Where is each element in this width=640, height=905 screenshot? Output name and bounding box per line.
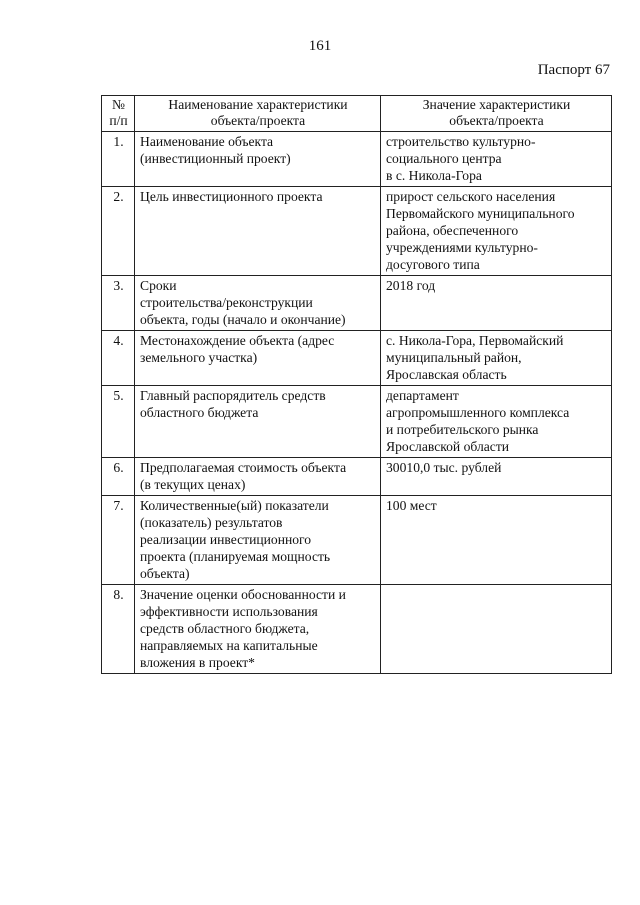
row-name-cell <box>135 132 381 187</box>
row-number: 2. <box>113 189 124 204</box>
row-value: строительство культурно- социального центра в с. Никола-Гора <box>386 134 536 183</box>
row-name-cell <box>135 187 381 276</box>
header-characteristic-name-text: Наименование характеристики объекта/проекта <box>168 97 348 128</box>
row-number: 3. <box>113 278 124 293</box>
row-name-cell <box>135 458 381 496</box>
row-number: 1. <box>113 134 124 149</box>
row-name: Наименование объекта (инвестиционный проект) <box>140 134 291 166</box>
row-value-cell <box>381 331 612 386</box>
row-value-cell <box>381 585 612 674</box>
header-number-text: № п/п <box>109 97 128 128</box>
row-name-cell <box>135 585 381 674</box>
table-row <box>102 496 612 585</box>
header-characteristic-value <box>381 96 612 132</box>
row-value-cell <box>381 496 612 585</box>
row-name: Значение оценки обоснованности и эффективности использования средств областного бюджета, направляемых на капитальные вложения в проект* <box>140 587 346 670</box>
row-number-cell <box>102 331 135 386</box>
row-value-cell <box>381 187 612 276</box>
row-name-cell <box>135 386 381 458</box>
row-number-cell <box>102 187 135 276</box>
row-number: 7. <box>113 498 124 513</box>
row-number-cell <box>102 585 135 674</box>
header-characteristic-value-text: Значение характеристики объекта/проекта <box>422 97 571 128</box>
table-row <box>102 458 612 496</box>
row-number-cell <box>102 386 135 458</box>
row-number-cell <box>102 132 135 187</box>
table-row <box>102 585 612 674</box>
table-row <box>102 386 612 458</box>
row-number: 6. <box>113 460 124 475</box>
header-number <box>102 96 135 132</box>
header-characteristic-name <box>135 96 381 132</box>
row-value: 30010,0 тыс. рублей <box>386 460 502 475</box>
row-name-cell <box>135 276 381 331</box>
row-name-cell <box>135 496 381 585</box>
table-header-row <box>102 96 612 132</box>
table-row <box>102 132 612 187</box>
page-number: 161 <box>308 38 332 54</box>
passport-table <box>101 95 612 674</box>
table-row <box>102 276 612 331</box>
row-name: Количественные(ый) показатели (показатель) результатов реализации инвестиционного проекта (планируемая мощность объекта) <box>140 498 331 581</box>
row-number-cell <box>102 458 135 496</box>
row-name: Главный распорядитель средств областного бюджета <box>140 388 326 420</box>
row-value-cell <box>381 276 612 331</box>
row-value-cell <box>381 386 612 458</box>
row-number: 5. <box>113 388 124 403</box>
row-name: Цель инвестиционного проекта <box>140 189 323 204</box>
row-value: 2018 год <box>386 278 436 293</box>
row-name: Сроки строительства/реконструкции объекта, годы (начало и окончание) <box>140 278 346 327</box>
row-value: с. Никола-Гора, Первомайский муниципальный район, Ярославская область <box>386 333 564 382</box>
row-value-cell <box>381 132 612 187</box>
row-number-cell <box>102 496 135 585</box>
row-value-cell <box>381 458 612 496</box>
row-name-cell <box>135 331 381 386</box>
row-name: Предполагаемая стоимость объекта (в текущих ценах) <box>140 460 347 492</box>
table-row <box>102 187 612 276</box>
row-value: 100 мест <box>386 498 437 513</box>
table-row <box>102 331 612 386</box>
row-name: Местонахождение объекта (адрес земельного участка) <box>140 333 335 365</box>
row-number: 8. <box>113 587 124 602</box>
row-number-cell <box>102 276 135 331</box>
row-value: департамент агропромышленного комплекса и потребительского рынка Ярославской области <box>386 388 570 454</box>
passport-label: Паспорт 67 <box>537 62 610 78</box>
row-value: прирост сельского населения Первомайского муниципального района, обеспеченного учреждениями культурно- досугового типа <box>386 189 575 272</box>
row-number: 4. <box>113 333 124 348</box>
